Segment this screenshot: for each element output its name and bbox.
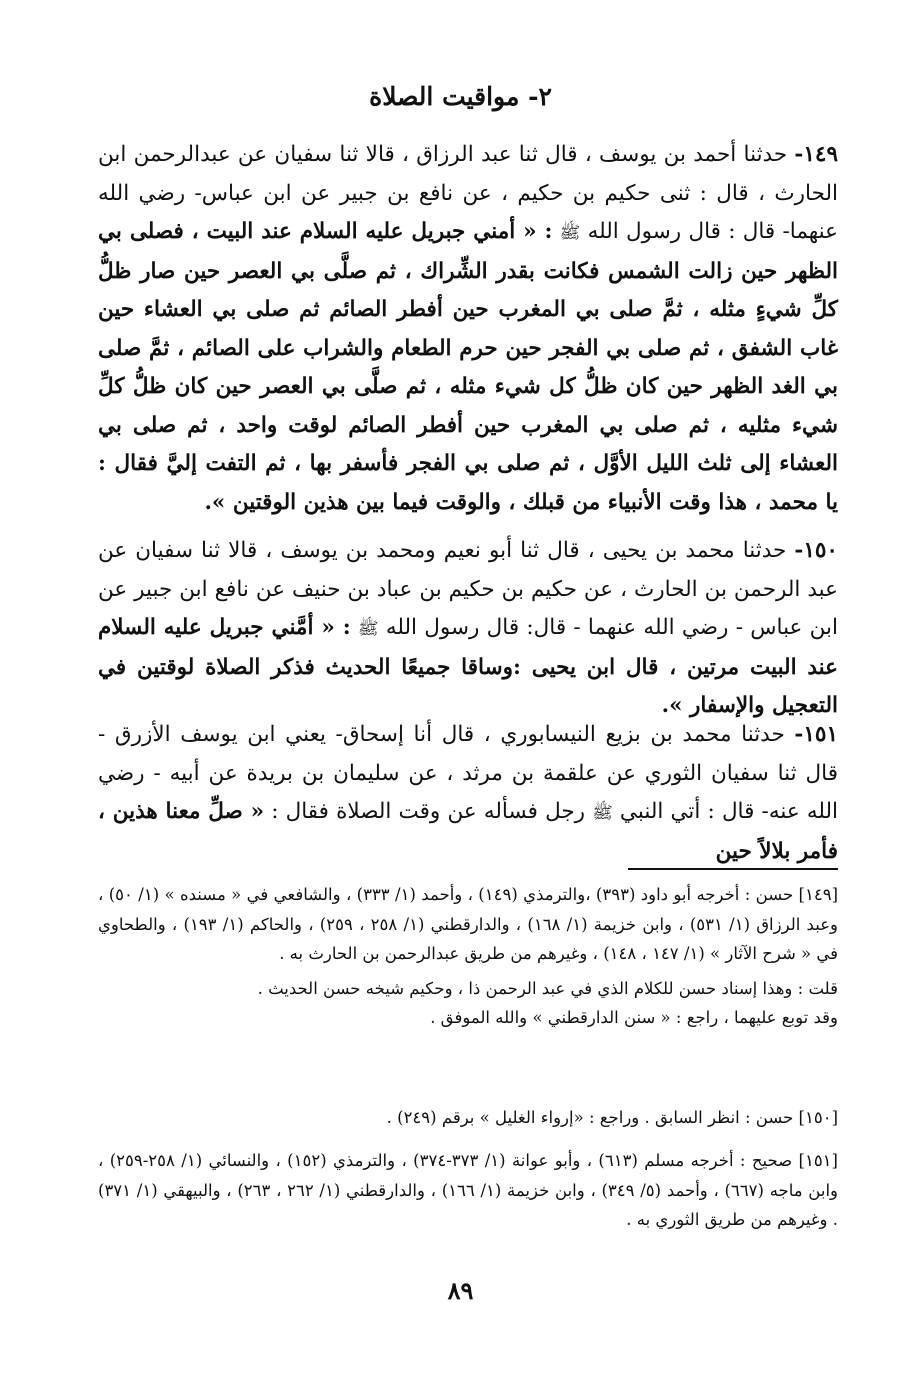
footnote-divider: [628, 868, 838, 870]
footnote-151: [98, 1146, 838, 1235]
hadith-chain: حدثنا أحمد بن يوسف ، قال ثنا عبد الرزاق ، قالا ثنا سفيان عن عبدالرحمن ابن الحارث ، قال : ثنى حكيم بن حكيم ، عن نافع بن جبير عن ابن عباس- رضي الله عنهما- قال : قال رسول الله: [98, 142, 838, 244]
hadith-paragraph: [98, 716, 838, 871]
chapter-title: ٢- مواقيت الصلاة: [369, 82, 552, 111]
salutation-symbol: ﷺ: [559, 223, 581, 243]
hadith-text: « صلِّ معنا هذين ، فأمر بلالاً حين: [98, 799, 838, 864]
salutation-symbol: ﷺ: [357, 619, 379, 639]
footnote-comment: وقد توبع عليهما ، راجع : « سنن الدارقطني » والله الموفق .: [430, 1008, 838, 1027]
hadith-paragraph: [98, 532, 838, 726]
hadith-number: ١٥٠-: [794, 538, 838, 563]
footnote-text: [١٥٠] حسن : انظر السابق . وراجع : «إرواء الغليل » برقم (٢٤٩) .: [386, 1108, 838, 1127]
hadith-text: : « أمني جبريل عليه السلام عند البيت ، فصلى بي الظهر حين زالت الشمس فكانت بقدر الشِّراك ، ثم صلَّى بي العصر حين صار ظلُّ كلِّ شيءٍ مثله ، ثمَّ صلى بي المغرب حين أفطر الصائم ثم صلى بي العشاء حين غاب الشفق ، ثم صلى بي الفجر حين حرم الطعام والشراب على الصائم ، ثمَّ صلى بي الغد الظهر حين كان ظلُّ كل شيء مثله ، ثم صلَّى بي العصر حين كان ظلُّ كلِّ شيء مثليه ، ثم صلى بي المغرب حين أفطر الصائم لوقت واحد ، ثم صلى بي العشاء إلى ثلث الليل الأوَّل ، ثم صلى بي الفجر فأسفر بها ، ثم التفت إليَّ فقال : يا محمد ، هذا وقت الأنبياء من قبلك ، والوقت فيما بين هذين الوقتين ».: [98, 219, 838, 515]
footnote-149: [98, 880, 838, 1033]
hadith-number: ١٥١-: [794, 722, 838, 747]
footnote-text: [١٥١] صحيح : أخرجه مسلم (٦١٣) ، وأبو عوانة (١/ ٣٧٣-٣٧٤) ، والترمذي (١٥٢) ، والنسائي (١/ ٢٥٨-٢٥٩) ، وابن ماجه (٦٦٧) ، وأحمد (٥/ ٣٤٩) ، وابن خزيمة (١/ ١٦٦) ، والدارقطني (١/ ٢٦٢ ، ٢٦٣) ، والبيهقي (١/ ٣٧١) . وغيرهم من طريق الثوري به .: [98, 1151, 839, 1229]
hadith-151: [98, 716, 838, 871]
salutation-symbol: ﷺ: [592, 803, 613, 823]
hadith-chain: حدثنا محمد بن يحيى ، قال ثنا أبو نعيم ومحمد بن يوسف ، قالا ثنا سفيان عن عبد الرحمن بن الحارث ، عن حكيم بن حكيم بن عباد بن حنيف عن نافع ابن جبير عن ابن عباس - رضي الله عنهما - قال: قال رسول الله: [98, 538, 838, 640]
hadith-chain: حدثنا محمد بن بزيع النيسابوري ، قال أنا إسحاق- يعني ابن يوسف الأزرق - قال ثنا سفيان الثوري عن علقمة بن مرثد ، عن سليمان بن بريدة عن أبيه - رضي الله عنه- قال : أتي النبي: [98, 722, 838, 824]
footnote-comment: قلت : وهذا إسناد حسن للكلام الذي في عبد الرحمن ذا ، وحكيم شيخه حسن الحديث .: [257, 978, 838, 998]
page-number: ٨٩: [447, 1276, 474, 1305]
hadith-number: ١٤٩-: [794, 142, 838, 167]
hadith-paragraph: [98, 136, 838, 522]
hadith-149: [98, 136, 838, 522]
footnote-text: [١٤٩] حسن : أخرجه أبو داود (٣٩٣) ،والترمذي (١٤٩) ، وأحمد (١/ ٣٣٣) ، والشافعي في « مسنده » (١/ ٥٠) ، وعبد الرزاق (١/ ٥٣١) ، وابن خزيمة (١/ ١٦٨) ، والدارقطني (١/ ٢٥٨ ، ٢٥٩) ، والحاكم (١/ ١٩٣) ، والطحاوي في « شرح الآثار » (١/ ١٤٧ ، ١٤٨) ، وغيرهم من طريق عبدالرحمن بن الحارث به .: [98, 885, 839, 963]
hadith-chain-continued: رجل فسأله عن وقت الصلاة فقال :: [271, 799, 586, 824]
footnote-150: [98, 1103, 838, 1133]
hadith-text: : « أمَّني جبريل عليه السلام عند البيت مرتين ، قال ابن يحيى :وساقا جميعًا الحديث فذكر الصلاة لوقتين في التعجيل والإسفار ».: [98, 615, 838, 718]
hadith-150: [98, 532, 838, 726]
